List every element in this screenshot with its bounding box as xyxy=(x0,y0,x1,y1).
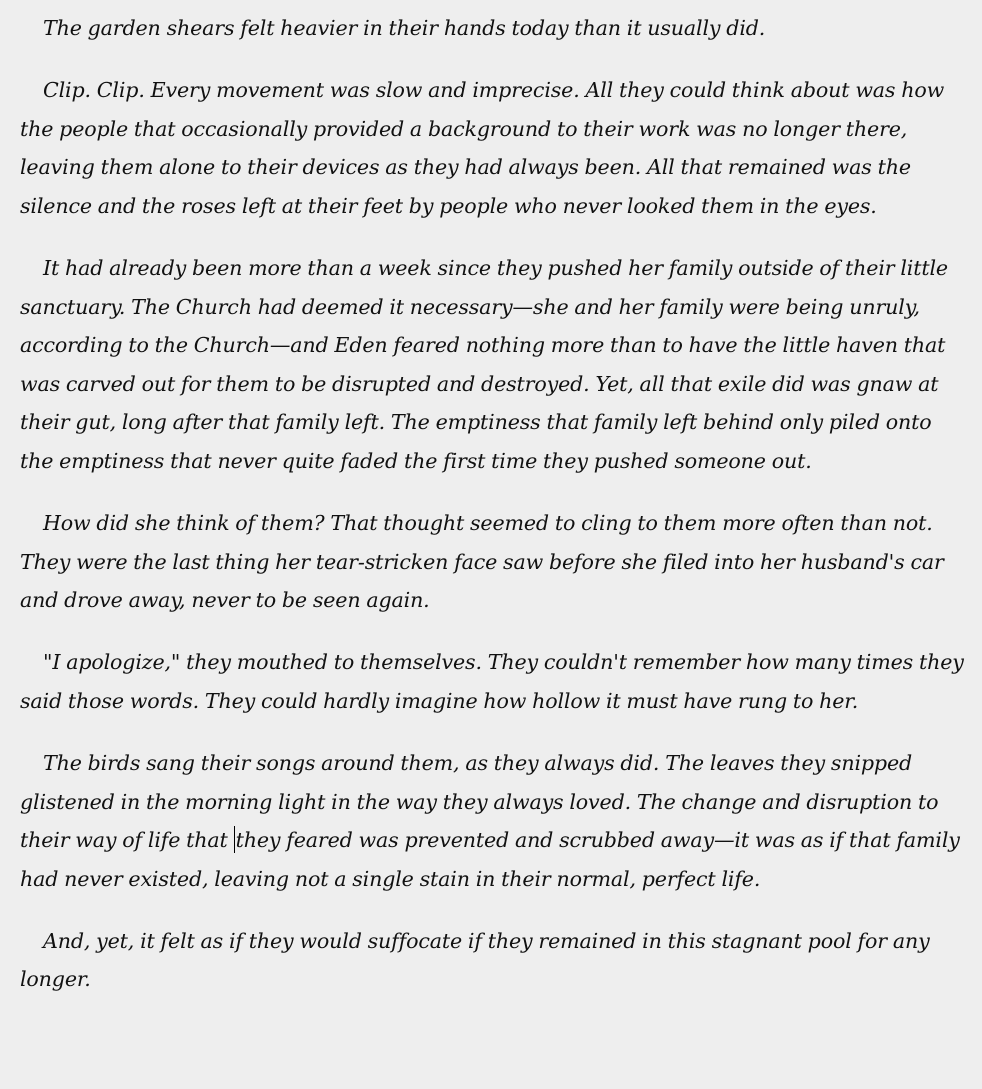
paragraph-7[interactable]: And, yet, it felt as if they would suffocate if they remained in this stagnant pool for any longer. xyxy=(20,928,930,992)
paragraph-6-after-caret: they feared was prevented and scrubbed away—it was as if that family had never existed, leaving not a single stain in their normal, perfect life. xyxy=(20,828,960,891)
paragraph-6-before-caret: The birds sang their songs around them, as they always did. The leaves they snipped glistened in the morning light in the way they always loved. The change and disruption to their way of life that xyxy=(20,751,939,853)
document-body[interactable] xyxy=(20,9,965,1023)
paragraph-3[interactable]: It had already been more than a week since they pushed her family outside of their little sanctuary. The Church had deemed it necessary—she and her family were being unruly, according to the Church—and Eden feared nothing more than to have the little haven that was carved out for them to be disrupted and destroyed. Yet, all that exile did was gnaw at their gut, long after that family left. The emptiness that family left behind only piled onto the emptiness that never quite faded the first time they pushed someone out. xyxy=(20,255,948,473)
text-cursor xyxy=(234,826,235,853)
paragraph-6[interactable] xyxy=(20,744,965,898)
paragraph-2[interactable]: Clip. Clip. Every movement was slow and imprecise. All they could think about was how the people that occasionally provided a background to their work was no longer there, leaving them alone to their devices as they had always been. All that remained was the silence and the roses left at their feet by people who never looked them in the eyes. xyxy=(20,78,945,218)
paragraph-1[interactable]: The garden shears felt heavier in their hands today than it usually did. xyxy=(43,16,766,40)
paragraph-5[interactable]: "I apologize," they mouthed to themselves. They couldn't remember how many times they said those words. They could hardly imagine how hollow it must have rung to her. xyxy=(20,650,964,713)
paragraph-4[interactable]: How did she think of them? That thought seemed to cling to them more often than not. They were the last thing her tear-stricken face saw before she filed into her husband's car and drove away, never to be seen again. xyxy=(20,511,944,613)
